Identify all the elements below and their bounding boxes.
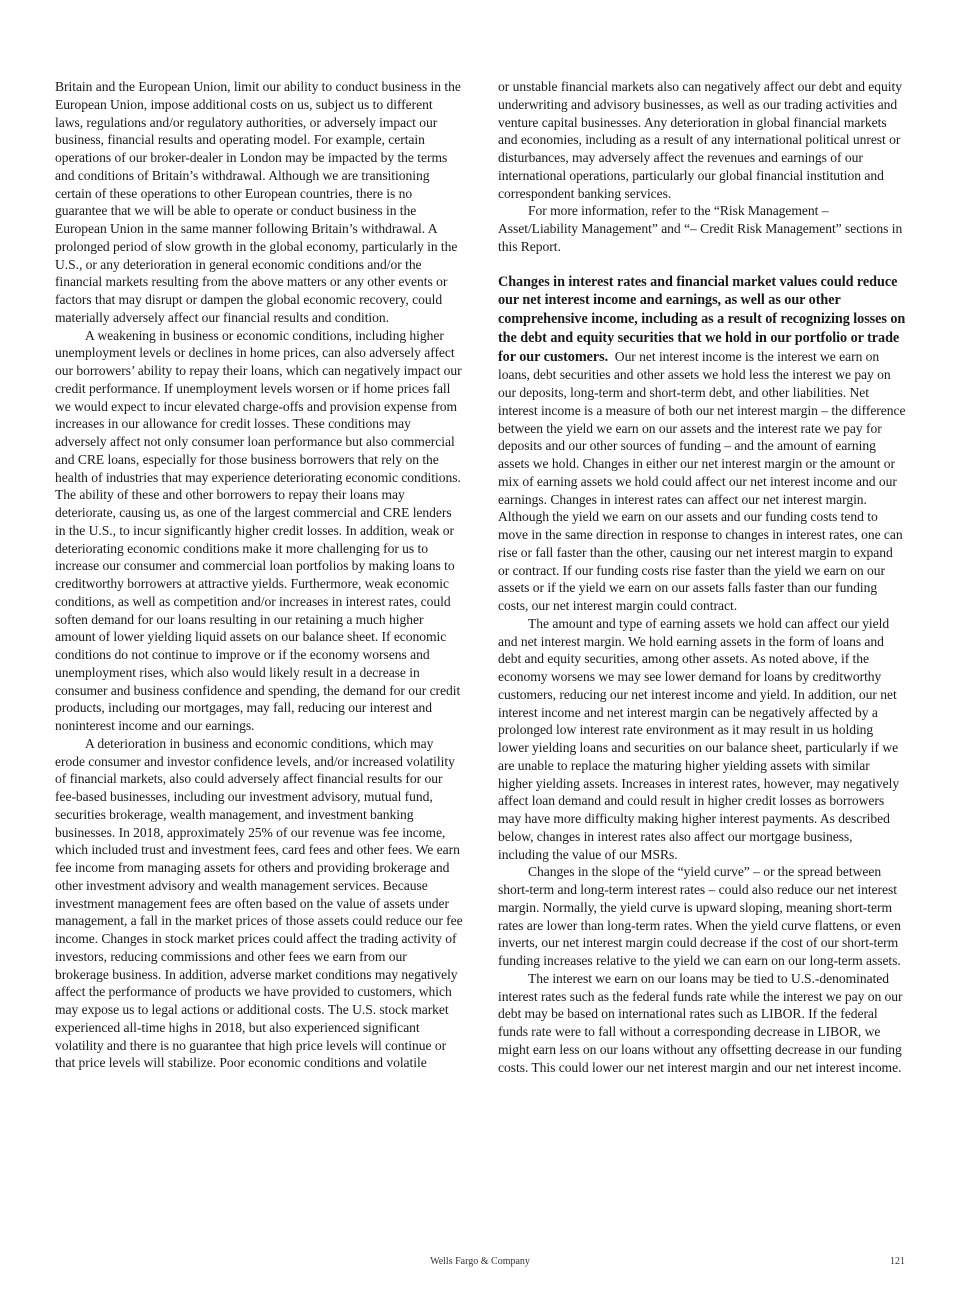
paragraph: A weakening in business or economic conditions, including higher unemployment levels or declines in home prices, can also adversely affect our borrowers’ ability to repay their loans, which can negatively impact our credit performance. If unemployment levels worsen or if home prices fall we would expect to incur elevated charge-offs and provision expense from increases in our allowance for credit losses. These conditions may adversely affect not only consumer loan performance but also commercial and CRE loans, especially for those business borrowers that rely on the health of industries that may experience deteriorating economic conditions. The ability of these and other borrowers to repay their loans may deteriorate, causing us, as one of the largest commercial and CRE lenders in the U.S., to incur significantly higher credit losses. In addition, weak or deteriorating economic conditions make it more challenging for us to increase our consumer and commercial loan portfolios by making loans to creditworthy borrowers at attractive yields. Furthermore, weak economic conditions, as well as competition and/or increases in interest rates, could soften demand for our loans resulting in our retaining a much higher amount of lower yielding liquid assets on our balance sheet. If economic conditions do not continue to improve or if the economy worsens and unemployment rises, which also would likely result in a decrease in consumer and business confidence and spending, the demand for our credit products, including our mortgages, may fall, reducing our interest and noninterest income and our earnings. <box>55 327 462 733</box>
paragraph: The interest we earn on our loans may be tied to U.S.-denominated interest rates such as the federal funds rate while the interest we pay on our debt may be based on international rates such as LIBOR. If the federal funds rate were to fall without a corresponding decrease in LIBOR, we might earn less on our loans without any offsetting decrease in our funding costs. This could lower our net interest margin and our net interest income. <box>498 970 903 1075</box>
paragraph-text: Our net interest income is the interest we earn on loans, debt securities and other assets we hold less the interest we pay on our deposits, long-term and short-term debt, and other liabilities. Net interest income is a measure of both our net interest margin – the difference between the yield we earn on our assets and the interest rate we pay for deposits and our other sources of funding – and the amount of earning assets we hold. Changes in either our net interest margin or the amount or mix of earning assets we hold could affect our net interest income and our earnings. Changes in interest rates can affect our net interest margin. Although the yield we earn on our assets and our funding costs tend to move in the same direction in response to changes in interest rates, one can rise or fall faster than the other, causing our net interest margin to expand or contract. If our funding costs rise faster than the yield we earn on our assets or if the yield we earn on our assets falls faster than our funding costs, our net interest margin could contract. <box>498 348 906 613</box>
paragraph: For more information, refer to the “Risk Management – Asset/Liability Management” and “– Credit Risk Management” sections in this Report. <box>498 203 903 254</box>
section-paragraph <box>498 273 906 615</box>
footer-company: Wells Fargo & Company <box>430 1256 530 1267</box>
paragraph: Britain and the European Union, limit our ability to conduct business in the European Union, impose additional costs on us, subject us to different laws, regulations and/or regulatory authorities, or adversely impact our business, financial results and operating model. For example, certain operations of our broker-dealer in London may be impacted by the terms and conditions of Britain’s withdrawal. Although we are transitioning certain of these operations to other European countries, there is no guarantee that we will be able to operate or conduct business in the European Union in the same manner following Britain’s withdrawal. A prolonged period of slow growth in the global economy, particularly in the U.S., or any deterioration in general economic conditions and/or the financial markets resulting from the above matters or any other events or factors that may disrupt or dampen the global economic recovery, could materially adversely affect our financial results and condition. <box>55 79 461 325</box>
right-column <box>498 78 906 1076</box>
paragraph: A deterioration in business and economic conditions, which may erode consumer and investor confidence levels, and/or increased volatility of financial markets, also could adversely affect financial results for our fee-based businesses, including our investment advisory, mutual fund, securities brokerage, wealth management, and investment banking businesses. In 2018, approximately 25% of our revenue was fee income, which included trust and investment fees, card fees and other fees. We earn fee income from managing assets for others and providing brokerage and other investment advisory and wealth management services. Because investment management fees are often based on the value of assets under management, a fall in the market prices of those assets could reduce our fee income. Changes in stock market prices could affect the trading activity of investors, reducing commissions and other fees we earn from our brokerage business. In addition, adverse market conditions may negatively affect the performance of products we have provided to customers, which may expose us to legal actions or additional costs. The U.S. stock market experienced all-time highs in 2018, but also experienced significant volatility and there is no guarantee that high price levels will continue or that price levels will stabilize. Poor economic conditions and volatile <box>55 735 463 1071</box>
paragraph: Changes in the slope of the “yield curve” – or the spread between short-term and long-term interest rates – could also reduce our net interest margin. Normally, the yield curve is upward sloping, meaning short-term rates are lower than long-term rates. When the yield curve flattens, or even inverts, our net interest margin could decrease if the cost of our short-term funding increases relative to the yield we can earn on our long-term assets. <box>498 864 901 968</box>
section-heading: Changes in interest rates and financial market values could reduce our net interest income and earnings, as well as our other comprehensive income, including as a result of recognizing losses on the debt and equity securities that we hold in our portfolio or trade for our customers. <box>498 273 906 365</box>
paragraph: The amount and type of earning assets we hold can affect our yield and net interest margin. We hold earning assets in the form of loans and debt and equity securities, among other assets. As noted above, if the economy worsens we may see lower demand for loans by creditworthy customers, reducing our net interest income and yield. In addition, our net interest income and net interest margin can be negatively affected by a prolonged low interest rate environment as it may result in us holding lower yielding loans and securities on our balance sheet, particularly if we are unable to replace the maturing higher yielding assets with similar higher yielding assets. Increases in interest rates, however, may negatively affect loan demand and could result in higher credit losses as borrowers may have more difficulty making higher interest payments. As described below, changes in interest rates also affect our mortgage business, including the value of our MSRs. <box>498 615 900 862</box>
paragraph: or unstable financial markets also can negatively affect our debt and equity underwriting and advisory businesses, as well as our trading activities and venture capital businesses. Any deterioration in global financial markets and economies, including as a result of any international political unrest or disturbances, may adversely affect the revenues and earnings of our international operations, particularly our global financial institution and correspondent banking services. <box>498 79 902 201</box>
page-number: 121 <box>890 1256 905 1267</box>
left-column <box>55 78 463 1072</box>
section-gap <box>498 256 906 273</box>
